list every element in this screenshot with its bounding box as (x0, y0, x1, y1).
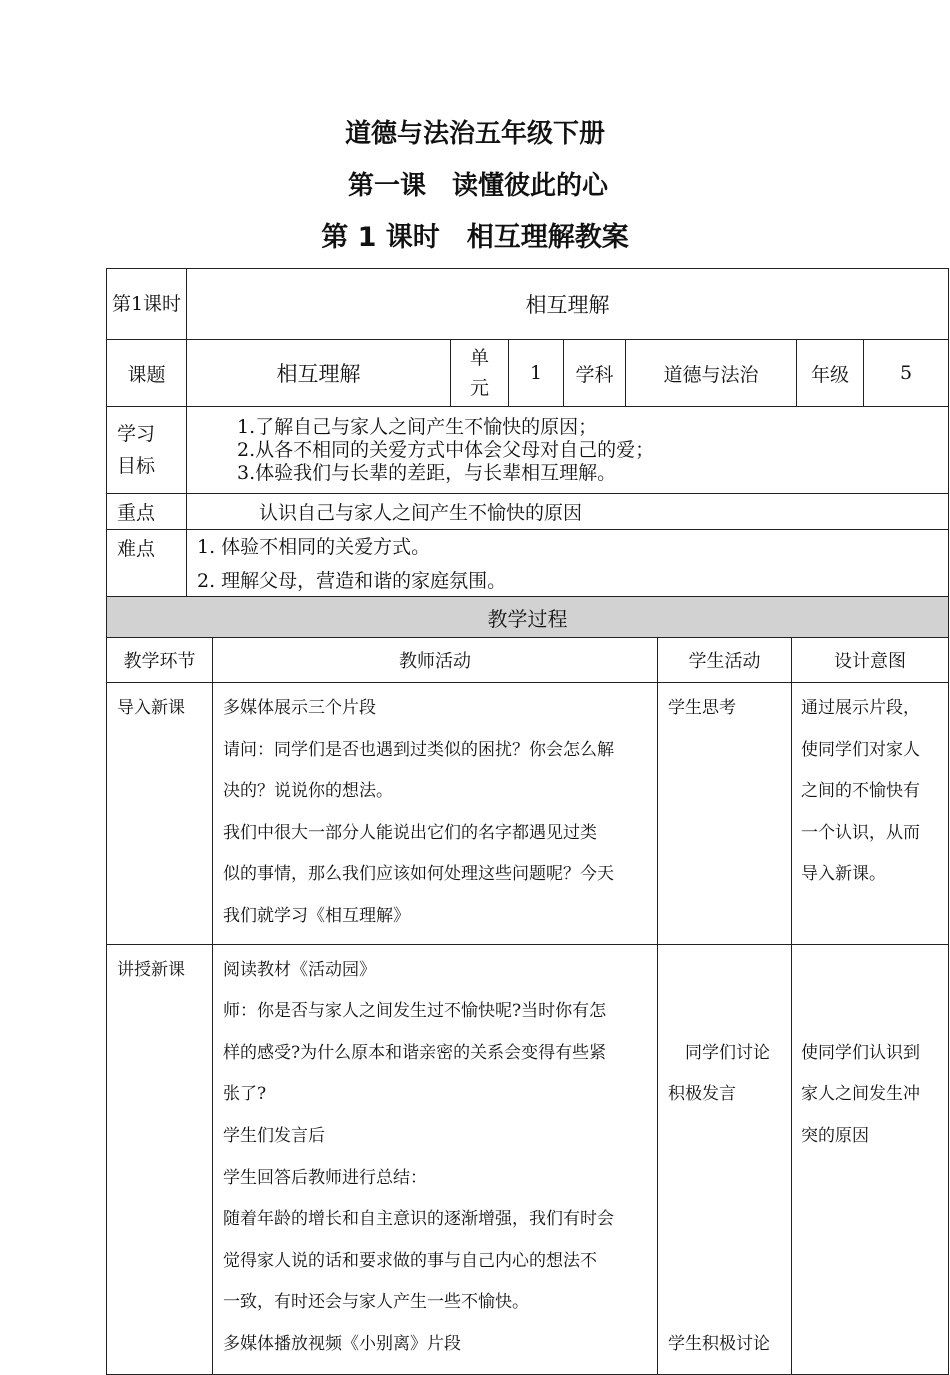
unit-value: 1 (509, 340, 564, 407)
key-label: 重点 (107, 494, 187, 530)
table-row (107, 944, 949, 1374)
difficulty-list (187, 530, 949, 599)
subject-label: 学科 (564, 340, 626, 407)
difficulty-item: 1. 体验不相同的关爱方式。 (197, 536, 431, 558)
student-activity-cell: 同学们讨论 积极发言 学生积极讨论 (658, 944, 792, 1374)
objective-item: 3.体验我们与长辈的差距，与长辈相互理解。 (237, 461, 617, 484)
lesson-title: 第一课 读懂彼此的心 (347, 171, 608, 201)
difficulty-item: 2. 理解父母，营造和谐的家庭氛围。 (197, 570, 507, 592)
objective-item: 1.了解自己与家人之间产生不愉快的原因； (237, 415, 598, 438)
table-row (107, 683, 949, 945)
student-activity-cell: 学生思考 (658, 683, 792, 945)
topic-value: 相互理解 (187, 340, 451, 407)
subject-value: 道德与法治 (626, 340, 797, 407)
design-intent-cell: 使同学们认识到 家人之间发生冲 突的原因 (792, 944, 949, 1374)
column-header: 教师活动 (213, 638, 658, 683)
topic-label: 课题 (107, 340, 187, 407)
teacher-activity-cell: 多媒体展示三个片段 请问：同学们是否也遇到过类似的困扰？你会怎么解 决的？说说你的想法。 我们中很大一部分人能说出它们的名字都遇见过类 似的事情，那么我们应该如何处理这些问题呢？今天 我们就学习《相互理解》 (213, 683, 658, 945)
difficulty-label: 难点 (107, 530, 187, 599)
lesson-info-table (106, 268, 949, 599)
title-block (0, 112, 950, 268)
design-intent-cell: 通过展示片段， 使同学们对家人 之间的不愉快有 一个认识，从而 导入新课。 (792, 683, 949, 945)
document-title: 道德与法治五年级下册 (344, 119, 605, 149)
period-value: 相互理解 (187, 269, 949, 340)
grade-value: 5 (864, 340, 949, 407)
objectives-list (187, 407, 949, 494)
stage-cell: 讲授新课 (107, 944, 213, 1374)
objectives-label: 学习目标 (107, 407, 187, 494)
period-label: 第1课时 (107, 269, 187, 340)
teaching-process-table (106, 596, 949, 1375)
column-header: 教学环节 (107, 638, 213, 683)
stage-cell: 导入新课 (107, 683, 213, 945)
grade-label: 年级 (797, 340, 864, 407)
period-title: 第 1 课时 相互理解教案 (321, 222, 629, 253)
objective-item: 2.从各不相同的关爱方式中体会父母对自己的爱； (237, 438, 655, 461)
unit-label: 单元 (451, 340, 509, 407)
teacher-activity-cell: 阅读教材《活动园》 师：你是否与家人之间发生过不愉快呢?当时你有怎 样的感受?为什么原本和谐亲密的关系会变得有些紧 张了? 学生们发言后 学生回答后教师进行总结： 随着年龄的增长和自主意识的逐渐增强，我们有时会 觉得家人说的话和要求做的事与自己内心的想法不 一致，有时还会与家人产生一些不愉快。 多媒体播放视频《小别离》片段 (213, 944, 658, 1374)
column-header: 设计意图 (792, 638, 949, 683)
column-header: 学生活动 (658, 638, 792, 683)
key-value: 认识自己与家人之间产生不愉快的原因 (187, 494, 949, 530)
process-banner: 教学过程 (107, 597, 949, 638)
